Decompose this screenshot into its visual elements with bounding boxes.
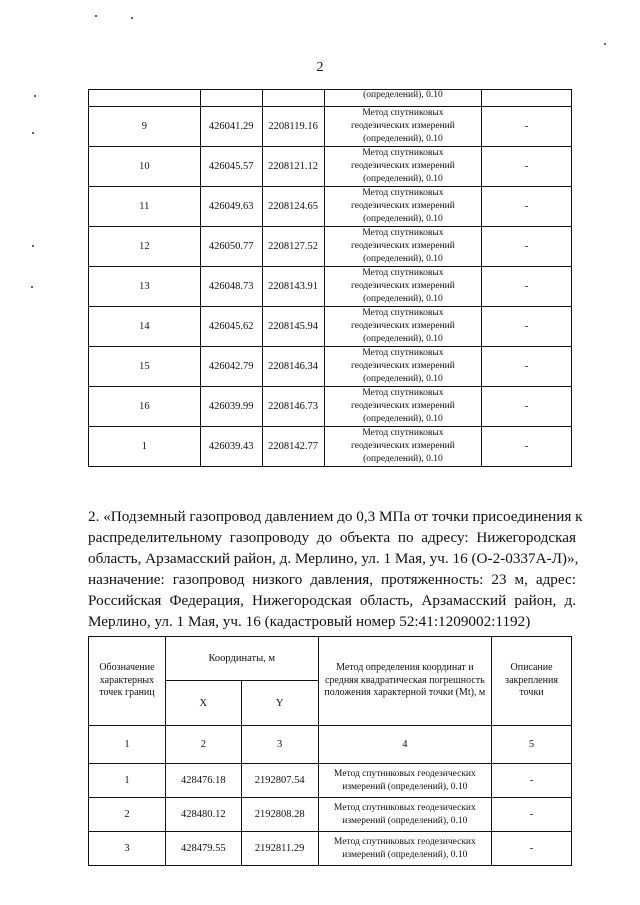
method-text: измерений (определений), 0.10 xyxy=(342,781,468,792)
x-cell: 426045.62 xyxy=(200,307,262,347)
column-number: 3 xyxy=(241,726,318,764)
method-text: измерений (определений), 0.10 xyxy=(342,849,468,860)
description-cell: - xyxy=(482,227,572,267)
point-cell: 10 xyxy=(89,147,201,187)
paragraph-line: область, Арзамасский район, д. Мерлино, ул. 1 Мая, уч. 16 (О-2-0337А-Л)», xyxy=(88,550,579,567)
method-text: геодезических измерений xyxy=(350,321,455,332)
point-cell: 1 xyxy=(89,764,166,798)
scan-speck xyxy=(95,15,97,17)
description-cell: - xyxy=(492,832,572,866)
method-text: Метод спутниковых xyxy=(362,348,444,359)
x-cell: 426048.73 xyxy=(200,267,262,307)
description-cell: - xyxy=(482,187,572,227)
header-point-designation xyxy=(89,637,166,726)
paragraph-line: 2. «Подземный газопровод давлением до 0,3 МПа от точки присоединения к xyxy=(88,508,583,525)
header-method xyxy=(318,637,491,726)
table-row-continuation xyxy=(89,90,572,107)
x-cell: 426041.29 xyxy=(200,107,262,147)
point-cell: 9 xyxy=(89,107,201,147)
table-row xyxy=(89,798,572,832)
y-cell xyxy=(262,90,324,107)
x-cell: 426045.57 xyxy=(200,147,262,187)
method-cell xyxy=(318,764,491,798)
description-cell: - xyxy=(492,764,572,798)
description-cell: - xyxy=(482,347,572,387)
method-cell xyxy=(324,347,482,387)
scan-speck xyxy=(31,286,33,288)
method-cell xyxy=(324,187,482,227)
method-cell xyxy=(324,387,482,427)
point-cell: 2 xyxy=(89,798,166,832)
scan-speck xyxy=(131,17,133,19)
y-cell: 2208146.34 xyxy=(262,347,324,387)
y-cell: 2192811.29 xyxy=(241,832,318,866)
coordinates-table-gas-pipeline xyxy=(88,636,572,866)
table-row xyxy=(89,227,572,267)
method-text: (определений), 0.10 xyxy=(363,173,443,184)
header-description xyxy=(492,637,572,726)
scan-speck xyxy=(32,245,34,247)
method-text: геодезических измерений xyxy=(350,361,455,372)
method-text: (определений), 0.10 xyxy=(363,133,443,144)
method-text: Метод спутниковых xyxy=(362,228,444,239)
point-cell: 13 xyxy=(89,267,201,307)
method-cell xyxy=(318,832,491,866)
y-cell: 2208121.12 xyxy=(262,147,324,187)
method-text: Метод спутниковых xyxy=(362,308,444,319)
x-cell: 428480.12 xyxy=(165,798,241,832)
table-row xyxy=(89,307,572,347)
method-text: геодезических измерений xyxy=(350,121,455,132)
table-row xyxy=(89,347,572,387)
method-text: геодезических измерений xyxy=(350,201,455,212)
x-cell: 426050.77 xyxy=(200,227,262,267)
paragraph-object-description xyxy=(88,506,583,632)
method-text: Метод спутниковых xyxy=(362,388,444,399)
method-text: Метод спутниковых геодезических xyxy=(333,836,476,847)
method-text: (определений), 0.10 xyxy=(363,293,443,304)
description-cell: - xyxy=(482,387,572,427)
method-text: измерений (определений), 0.10 xyxy=(342,815,468,826)
y-cell: 2208142.77 xyxy=(262,427,324,467)
table-row xyxy=(89,832,572,866)
y-cell: 2192808.28 xyxy=(241,798,318,832)
method-text: (определений), 0.10 xyxy=(363,373,443,384)
method-cell xyxy=(324,107,482,147)
scan-speck xyxy=(604,43,606,45)
x-cell xyxy=(200,90,262,107)
method-text: Метод спутниковых xyxy=(362,428,444,439)
y-cell: 2208119.16 xyxy=(262,107,324,147)
paragraph-line: Мерлино, ул. 1 Мая, уч. 16 (кадастровый номер 52:41:1209002:1192) xyxy=(88,613,531,630)
description-cell: - xyxy=(482,427,572,467)
method-text: (определений), 0.10 xyxy=(363,213,443,224)
method-text: Метод спутниковых xyxy=(362,268,444,279)
table-row xyxy=(89,427,572,467)
method-cell xyxy=(324,307,482,347)
y-cell: 2208127.52 xyxy=(262,227,324,267)
header-text: закрепления xyxy=(505,674,558,686)
method-text: (определений), 0.10 xyxy=(363,453,443,464)
header-text: средняя квадратическая погрешность xyxy=(324,674,485,686)
method-cell xyxy=(318,798,491,832)
scan-speck xyxy=(32,132,34,134)
header-y: Y xyxy=(241,681,318,726)
coordinates-table-continued xyxy=(88,89,572,467)
description-cell: - xyxy=(482,307,572,347)
column-number: 4 xyxy=(318,726,491,764)
paragraph-line: распределительному газопроводу до объекта по адресу: Нижегородская xyxy=(88,529,576,546)
description-cell xyxy=(482,90,572,107)
method-text: геодезических измерений xyxy=(350,161,455,172)
header-x: X xyxy=(165,681,241,726)
method-text: геодезических измерений xyxy=(350,241,455,252)
method-text: геодезических измерений xyxy=(350,401,455,412)
page-number: 2 xyxy=(316,60,324,75)
method-text: (определений), 0.10 xyxy=(363,333,443,344)
method-text: Метод спутниковых геодезических xyxy=(333,802,476,813)
point-cell: 14 xyxy=(89,307,201,347)
point-cell: 12 xyxy=(89,227,201,267)
method-text: (определений), 0.10 xyxy=(363,253,443,264)
point-cell: 3 xyxy=(89,832,166,866)
column-number: 5 xyxy=(492,726,572,764)
method-cell xyxy=(324,427,482,467)
description-cell: - xyxy=(482,107,572,147)
header-text: положения характерной точки (Mt), м xyxy=(324,687,486,699)
paragraph-line: Российская Федерация, Нижегородская область, Арзамасский район, д. xyxy=(88,592,576,609)
method-text: Метод спутниковых xyxy=(362,188,444,199)
y-cell: 2208124.65 xyxy=(262,187,324,227)
table-row xyxy=(89,387,572,427)
table-row xyxy=(89,107,572,147)
x-cell: 426039.43 xyxy=(200,427,262,467)
table-row xyxy=(89,764,572,798)
column-number: 1 xyxy=(89,726,166,764)
table-row xyxy=(89,187,572,227)
method-cell xyxy=(324,147,482,187)
y-cell: 2192807.54 xyxy=(241,764,318,798)
point-cell: 16 xyxy=(89,387,201,427)
y-cell: 2208146.73 xyxy=(262,387,324,427)
header-text: Обозначение xyxy=(99,662,155,674)
column-number: 2 xyxy=(165,726,241,764)
point-cell: 15 xyxy=(89,347,201,387)
method-cell xyxy=(324,267,482,307)
table-row xyxy=(89,147,572,187)
description-cell: - xyxy=(482,267,572,307)
point-cell: 11 xyxy=(89,187,201,227)
header-text: Описание xyxy=(510,662,553,674)
x-cell: 428476.18 xyxy=(165,764,241,798)
x-cell: 426042.79 xyxy=(200,347,262,387)
header-text: характерных xyxy=(99,674,155,686)
method-text: (определений), 0.10 xyxy=(363,413,443,424)
table-row xyxy=(89,267,572,307)
point-cell: 1 xyxy=(89,427,201,467)
x-cell: 426039.99 xyxy=(200,387,262,427)
description-cell: - xyxy=(482,147,572,187)
point-cell xyxy=(89,90,201,107)
method-text: Метод спутниковых xyxy=(362,148,444,159)
x-cell: 426049.63 xyxy=(200,187,262,227)
description-cell: - xyxy=(492,798,572,832)
header-coordinates: Координаты, м xyxy=(165,637,318,681)
header-text: точки xyxy=(519,687,544,699)
y-cell: 2208145.94 xyxy=(262,307,324,347)
method-text: геодезических измерений xyxy=(350,441,455,452)
method-text: геодезических измерений xyxy=(350,281,455,292)
method-text: Метод спутниковых геодезических xyxy=(333,768,476,779)
header-text: точек границ xyxy=(99,687,155,699)
method-cell xyxy=(324,227,482,267)
paragraph-line: назначение: газопровод низкого давления, протяженность: 23 м, адрес: xyxy=(88,571,576,588)
scan-speck xyxy=(34,95,36,97)
x-cell: 428479.55 xyxy=(165,832,241,866)
y-cell: 2208143.91 xyxy=(262,267,324,307)
header-text: Метод определения координат и xyxy=(336,662,474,674)
method-text: Метод спутниковых xyxy=(362,108,444,119)
method-cell: (определений), 0.10 xyxy=(324,90,482,107)
